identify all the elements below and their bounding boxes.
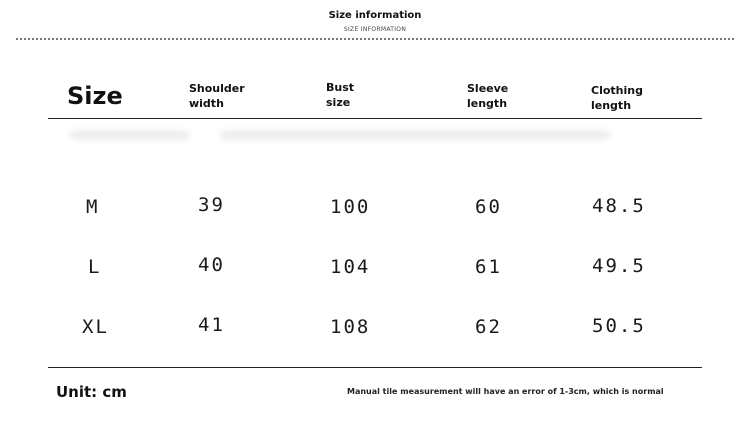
shoulder-width-header (189, 81, 245, 111)
bust-size-cell: 104 (330, 256, 371, 278)
size-info-title: Size information (328, 10, 422, 21)
clothing-length-cell: 49.5 (592, 255, 646, 277)
measurement-note: Manual tile measurement will have an error of 1-3cm, which is normal (347, 387, 664, 396)
shoulder-width-cell: 40 (198, 254, 225, 276)
size-cell: L (88, 256, 102, 278)
table-bottom-rule (48, 367, 702, 368)
header-line: Shoulder (189, 82, 245, 95)
faded-artifact (70, 130, 190, 140)
sleeve-length-cell: 60 (475, 196, 502, 218)
header-line: Clothing (591, 84, 643, 97)
size-cell: M (86, 196, 100, 218)
table-top-rule (48, 118, 702, 119)
header-line: size (326, 96, 351, 109)
clothing-length-cell: 48.5 (592, 195, 646, 217)
faded-artifact (220, 130, 610, 140)
header-line: width (189, 97, 224, 110)
size-cell: XL (82, 316, 109, 338)
header-line: length (591, 99, 632, 112)
clothing-length-header (591, 83, 643, 113)
size-column-header: Size (67, 82, 123, 110)
sleeve-length-cell: 62 (475, 316, 502, 338)
shoulder-width-cell: 41 (198, 314, 225, 336)
header-line: Sleeve (467, 82, 509, 95)
unit-label: Unit: cm (56, 383, 127, 401)
size-info-subtitle: SIZE INFORMATION (343, 26, 407, 33)
sleeve-length-header (467, 81, 508, 111)
header-line: Bust (326, 81, 355, 94)
clothing-length-cell: 50.5 (592, 315, 646, 337)
sleeve-length-cell: 61 (475, 256, 502, 278)
bust-size-cell: 108 (330, 316, 371, 338)
dotted-divider (16, 38, 734, 40)
bust-size-header (326, 80, 354, 110)
bust-size-cell: 100 (330, 196, 371, 218)
shoulder-width-cell: 39 (198, 194, 225, 216)
header-line: length (467, 97, 508, 110)
